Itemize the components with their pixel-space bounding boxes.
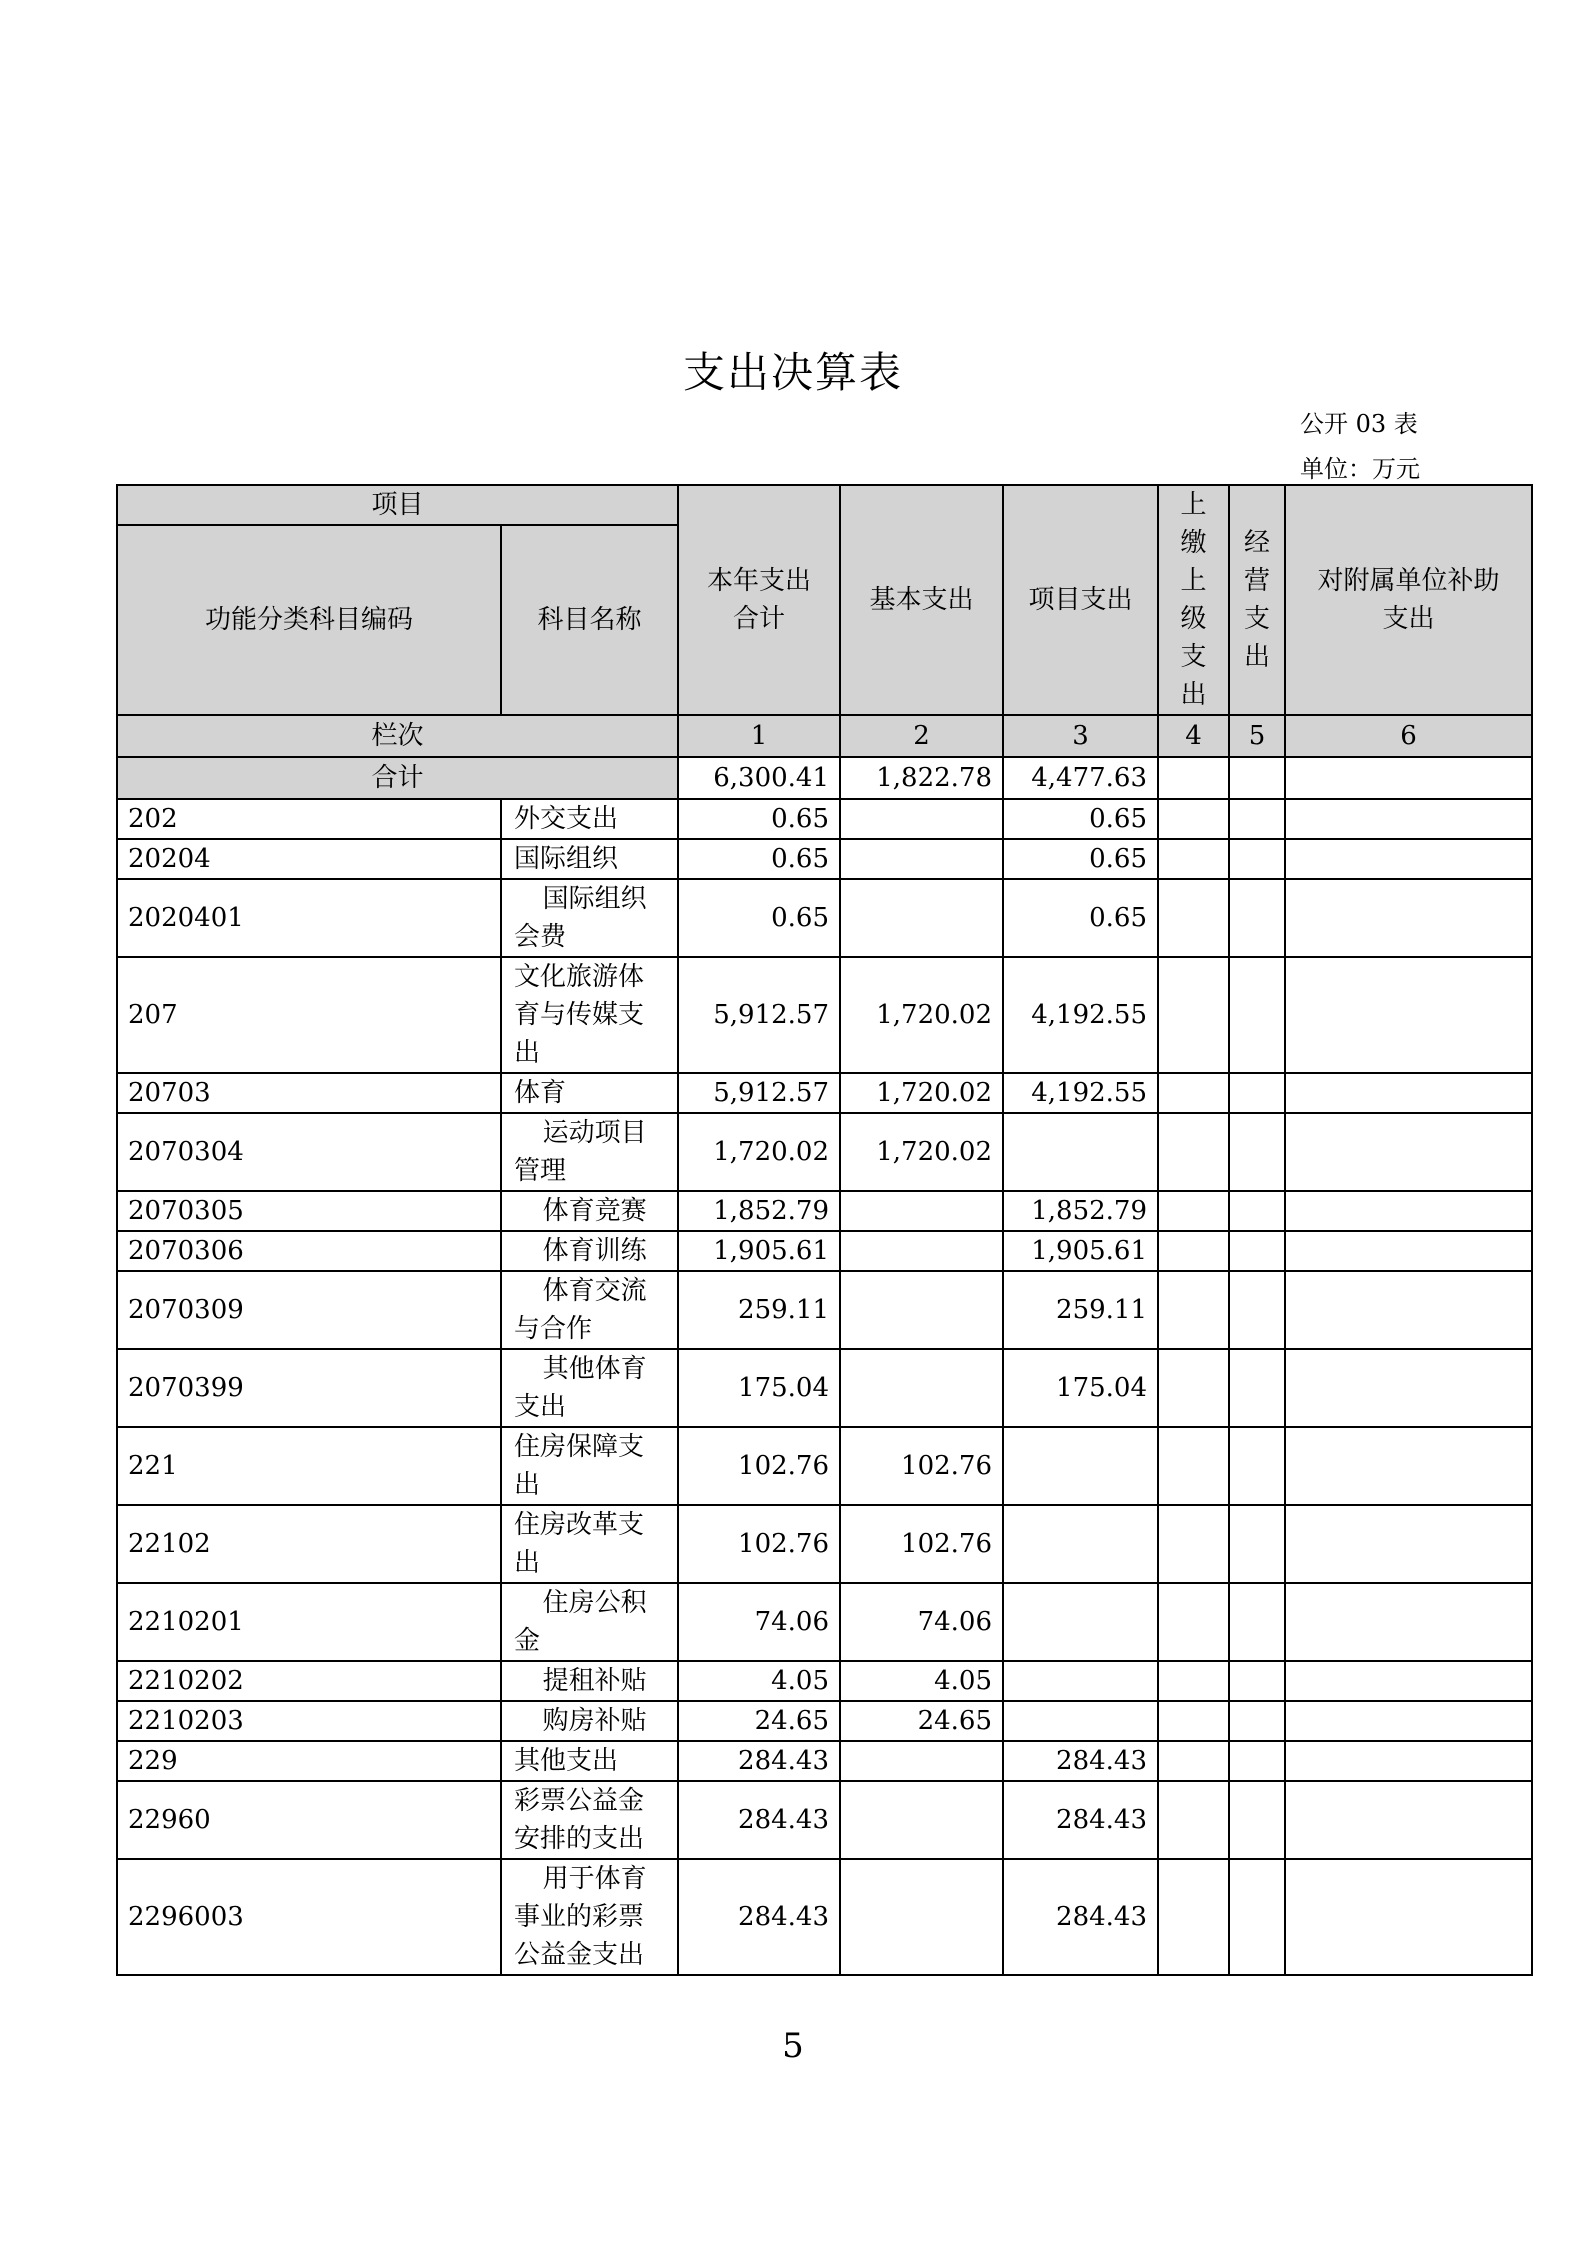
row-name: 彩票公益金安排的支出 [501, 1781, 678, 1859]
row-upper [1158, 1113, 1229, 1191]
row-code: 2070399 [117, 1349, 501, 1427]
row-project: 4,192.55 [1003, 1073, 1158, 1113]
header-column-label: 栏次 [117, 715, 678, 757]
row-basic [840, 1781, 1003, 1859]
row-total: 5,912.57 [678, 1073, 840, 1113]
row-total: 284.43 [678, 1741, 840, 1781]
row-code: 20703 [117, 1073, 501, 1113]
row-business [1229, 1781, 1285, 1859]
row-code: 2296003 [117, 1859, 501, 1975]
row-basic [840, 1349, 1003, 1427]
row-name: 体育交流与合作 [501, 1271, 678, 1349]
row-total: 0.65 [678, 799, 840, 839]
row-total: 102.76 [678, 1427, 840, 1505]
row-name: 住房保障支出 [501, 1427, 678, 1505]
row-upper [1158, 1505, 1229, 1583]
row-total: 0.65 [678, 839, 840, 879]
table-row [117, 1427, 1532, 1505]
row-project [1003, 1583, 1158, 1661]
row-business [1229, 1741, 1285, 1781]
row-upper [1158, 799, 1229, 839]
row-subsidy [1285, 1741, 1532, 1781]
row-total: 259.11 [678, 1271, 840, 1349]
row-total: 175.04 [678, 1349, 840, 1427]
row-project: 0.65 [1003, 879, 1158, 957]
row-total: 5,912.57 [678, 957, 840, 1073]
row-project: 1,905.61 [1003, 1231, 1158, 1271]
row-basic [840, 1271, 1003, 1349]
row-upper [1158, 879, 1229, 957]
row-basic: 102.76 [840, 1505, 1003, 1583]
row-name: 其他体育支出 [501, 1349, 678, 1427]
row-project [1003, 1505, 1158, 1583]
table-row [117, 1741, 1532, 1781]
row-code: 207 [117, 957, 501, 1073]
row-total: 74.06 [678, 1583, 840, 1661]
row-basic [840, 879, 1003, 957]
row-total: 24.65 [678, 1701, 840, 1741]
column-number: 5 [1229, 715, 1285, 757]
row-upper [1158, 1073, 1229, 1113]
row-business [1229, 1191, 1285, 1231]
row-upper [1158, 839, 1229, 879]
table-row [117, 1349, 1532, 1427]
row-total: 4.05 [678, 1661, 840, 1701]
table-row [117, 1505, 1532, 1583]
row-total: 284.43 [678, 1859, 840, 1975]
total-basic: 1,822.78 [840, 757, 1003, 799]
table-header [117, 485, 1532, 757]
row-total: 1,905.61 [678, 1231, 840, 1271]
row-basic [840, 1231, 1003, 1271]
row-business [1229, 1661, 1285, 1701]
header-subsidy: 对附属单位补助 支出 [1285, 485, 1532, 715]
table-body [117, 757, 1532, 1975]
column-number: 2 [840, 715, 1003, 757]
row-basic [840, 1191, 1003, 1231]
row-project: 284.43 [1003, 1741, 1158, 1781]
row-upper [1158, 957, 1229, 1073]
table-row [117, 1113, 1532, 1191]
table-row [117, 1073, 1532, 1113]
row-total: 0.65 [678, 879, 840, 957]
header-project: 项目 [117, 485, 678, 525]
table-row [117, 957, 1532, 1073]
table-row [117, 1271, 1532, 1349]
row-subsidy [1285, 1113, 1532, 1191]
row-code: 2070304 [117, 1113, 501, 1191]
row-project [1003, 1427, 1158, 1505]
column-number: 6 [1285, 715, 1532, 757]
row-name: 住房改革支出 [501, 1505, 678, 1583]
row-business [1229, 1505, 1285, 1583]
column-number-row [117, 715, 1532, 757]
row-subsidy [1285, 879, 1532, 957]
row-basic: 1,720.02 [840, 1073, 1003, 1113]
row-business [1229, 1271, 1285, 1349]
row-code: 2070309 [117, 1271, 501, 1349]
row-subsidy [1285, 1859, 1532, 1975]
total-row [117, 757, 1532, 799]
row-total: 102.76 [678, 1505, 840, 1583]
row-code: 22960 [117, 1781, 501, 1859]
column-number: 3 [1003, 715, 1158, 757]
total-subsidy [1285, 757, 1532, 799]
row-subsidy [1285, 1505, 1532, 1583]
row-code: 2070306 [117, 1231, 501, 1271]
table-row [117, 1859, 1532, 1975]
row-project: 0.65 [1003, 839, 1158, 879]
header-upper: 上 缴 上 级 支 出 [1158, 485, 1229, 715]
header-project-expenditure: 项目支出 [1003, 485, 1158, 715]
row-code: 2210201 [117, 1583, 501, 1661]
row-code: 2070305 [117, 1191, 501, 1231]
row-name: 提租补贴 [501, 1661, 678, 1701]
row-upper [1158, 1583, 1229, 1661]
row-project: 284.43 [1003, 1859, 1158, 1975]
row-upper [1158, 1231, 1229, 1271]
form-number: 公开 03 表 [1300, 410, 1418, 438]
row-name: 外交支出 [501, 799, 678, 839]
row-subsidy [1285, 1583, 1532, 1661]
row-upper [1158, 1701, 1229, 1741]
table-row [117, 839, 1532, 879]
row-upper [1158, 1741, 1229, 1781]
row-subsidy [1285, 839, 1532, 879]
table-row [117, 799, 1532, 839]
row-subsidy [1285, 1701, 1532, 1741]
row-name: 体育训练 [501, 1231, 678, 1271]
row-project: 175.04 [1003, 1349, 1158, 1427]
row-project: 284.43 [1003, 1781, 1158, 1859]
row-code: 22102 [117, 1505, 501, 1583]
header-basic: 基本支出 [840, 485, 1003, 715]
row-name: 文化旅游体育与传媒支出 [501, 957, 678, 1073]
row-business [1229, 1231, 1285, 1271]
row-subsidy [1285, 1073, 1532, 1113]
row-basic: 1,720.02 [840, 1113, 1003, 1191]
row-project [1003, 1661, 1158, 1701]
row-upper [1158, 1191, 1229, 1231]
row-code: 229 [117, 1741, 501, 1781]
row-basic: 1,720.02 [840, 957, 1003, 1073]
row-business [1229, 1859, 1285, 1975]
row-code: 2210203 [117, 1701, 501, 1741]
row-code: 20204 [117, 839, 501, 879]
column-number: 4 [1158, 715, 1229, 757]
row-basic: 24.65 [840, 1701, 1003, 1741]
row-name: 体育竞赛 [501, 1191, 678, 1231]
row-subsidy [1285, 799, 1532, 839]
row-business [1229, 1701, 1285, 1741]
table-row [117, 1231, 1532, 1271]
page-title: 支出决算表 [682, 348, 903, 397]
row-name: 其他支出 [501, 1741, 678, 1781]
row-basic [840, 799, 1003, 839]
header-name: 科目名称 [501, 525, 678, 715]
row-upper [1158, 1859, 1229, 1975]
row-subsidy [1285, 1231, 1532, 1271]
total-upper [1158, 757, 1229, 799]
row-code: 221 [117, 1427, 501, 1505]
row-basic [840, 1741, 1003, 1781]
row-upper [1158, 1271, 1229, 1349]
row-name: 购房补贴 [501, 1701, 678, 1741]
row-name: 国际组织 [501, 839, 678, 879]
table-row [117, 1701, 1532, 1741]
table-row [117, 1661, 1532, 1701]
header-total: 本年支出 合计 [678, 485, 840, 715]
row-total: 284.43 [678, 1781, 840, 1859]
row-code: 2210202 [117, 1661, 501, 1701]
column-number: 1 [678, 715, 840, 757]
row-business [1229, 839, 1285, 879]
row-subsidy [1285, 1191, 1532, 1231]
row-name: 国际组织会费 [501, 879, 678, 957]
row-subsidy [1285, 1349, 1532, 1427]
row-project: 4,192.55 [1003, 957, 1158, 1073]
row-name: 用于体育事业的彩票公益金支出 [501, 1859, 678, 1975]
row-code: 2020401 [117, 879, 501, 957]
total-project: 4,477.63 [1003, 757, 1158, 799]
row-code: 202 [117, 799, 501, 839]
row-total: 1,720.02 [678, 1113, 840, 1191]
row-subsidy [1285, 1271, 1532, 1349]
row-business [1229, 799, 1285, 839]
row-basic: 4.05 [840, 1661, 1003, 1701]
row-upper [1158, 1427, 1229, 1505]
table-row [117, 1583, 1532, 1661]
row-name: 运动项目管理 [501, 1113, 678, 1191]
row-subsidy [1285, 957, 1532, 1073]
row-basic: 74.06 [840, 1583, 1003, 1661]
row-name: 体育 [501, 1073, 678, 1113]
row-basic [840, 1859, 1003, 1975]
row-subsidy [1285, 1781, 1532, 1859]
row-business [1229, 1349, 1285, 1427]
row-business [1229, 957, 1285, 1073]
row-subsidy [1285, 1427, 1532, 1505]
row-business [1229, 1583, 1285, 1661]
unit-label: 单位：万元 [1300, 455, 1420, 483]
header-code: 功能分类科目编码 [117, 525, 501, 715]
row-project: 0.65 [1003, 799, 1158, 839]
row-project: 259.11 [1003, 1271, 1158, 1349]
table-row [117, 879, 1532, 957]
row-subsidy [1285, 1661, 1532, 1701]
row-business [1229, 1427, 1285, 1505]
row-upper [1158, 1661, 1229, 1701]
row-project: 1,852.79 [1003, 1191, 1158, 1231]
row-business [1229, 879, 1285, 957]
row-upper [1158, 1781, 1229, 1859]
row-basic: 102.76 [840, 1427, 1003, 1505]
header-business: 经 营 支 出 [1229, 485, 1285, 715]
table-row [117, 1191, 1532, 1231]
table-row [117, 1781, 1532, 1859]
row-upper [1158, 1349, 1229, 1427]
row-project [1003, 1701, 1158, 1741]
row-name: 住房公积金 [501, 1583, 678, 1661]
row-total: 1,852.79 [678, 1191, 840, 1231]
total-sum: 6,300.41 [678, 757, 840, 799]
expenditure-table [116, 484, 1533, 1976]
row-business [1229, 1113, 1285, 1191]
row-project [1003, 1113, 1158, 1191]
row-business [1229, 1073, 1285, 1113]
row-basic [840, 839, 1003, 879]
total-label: 合计 [117, 757, 678, 799]
page-number: 5 [782, 2026, 804, 2066]
total-business [1229, 757, 1285, 799]
